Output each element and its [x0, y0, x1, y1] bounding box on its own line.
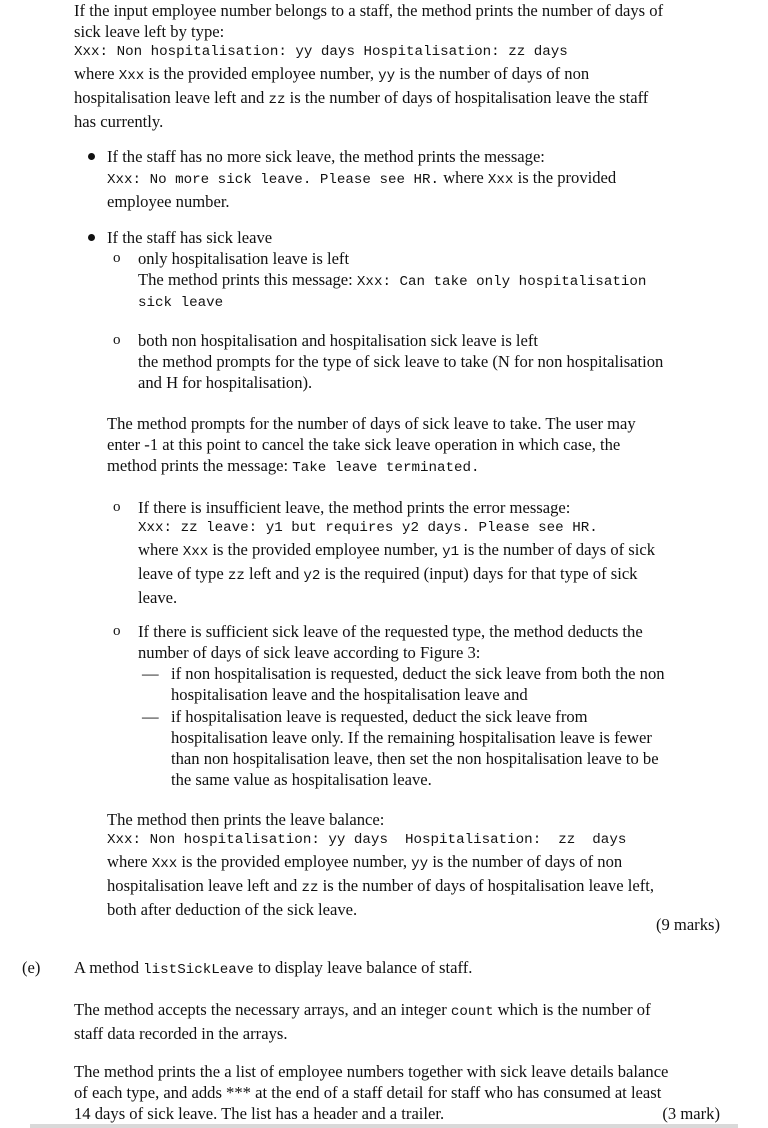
sub-bullet-line: only hospitalisation leave is left	[138, 249, 350, 268]
dash-icon: —	[142, 664, 159, 683]
sub-bullet-line: If there is sufficient sick leave of the requested type, the method deducts the	[138, 622, 643, 641]
sub-bullet-line: where Xxx is the provided employee number, y1 is the number of days of sick	[138, 540, 656, 560]
sub-bullet-line: the method prompts for the type of sick leave to take (N for non hospitalisation	[138, 352, 664, 371]
paragraph-line: The method then prints the leave balance:	[107, 810, 385, 829]
dash-icon: —	[142, 707, 159, 726]
paragraph-line: The method accepts the necessary arrays, and an integer count which is the number of	[74, 1000, 651, 1020]
bullet-no-sick-leave	[107, 146, 722, 212]
bullet-dot-icon	[88, 234, 95, 241]
error-message: Xxx: zz leave: y1 but requires y2 days. Please see HR.	[138, 520, 598, 536]
dash-line: than non hospitalisation leave, then set the non hospitalisation leave to be	[171, 749, 659, 768]
sub-bullet-only-hosp	[138, 248, 722, 314]
dash-line: hospitalisation leave only. If the remaining hospitalisation leave is fewer	[171, 728, 652, 747]
part-label: (e)	[22, 958, 41, 977]
sub-bullet-line: sick leave	[138, 295, 224, 311]
bullet-line: employee number.	[107, 192, 230, 211]
intro-paragraph	[74, 0, 722, 132]
bullet-line: If the staff has sick leave	[107, 228, 273, 247]
bullet-line: Xxx: No more sick leave. Please see HR. where Xxx is the provided	[107, 168, 617, 188]
paragraph-line: where Xxx is the provided employee number, yy is the number of days of non	[107, 852, 623, 872]
intro-line: If the input employee number belongs to a staff, the method prints the number of days of	[74, 1, 664, 20]
paragraph-line: of each type, and adds *** at the end of a staff detail for staff who has consumed at least	[74, 1083, 662, 1102]
bullet-dot-icon	[88, 153, 95, 160]
paragraph-line: The method prints the a list of employee numbers together with sick leave details balance	[74, 1062, 669, 1081]
sub-bullet-icon: o	[113, 623, 121, 639]
sub-bullet-line: If there is insufficient leave, the method prints the error message:	[138, 498, 571, 517]
sub-bullet-line: leave of type zz left and y2 is the required (input) days for that type of sick	[138, 564, 638, 584]
intro-line: where Xxx is the provided employee number, yy is the number of days of non	[74, 64, 590, 84]
dash-item-non-hosp	[171, 663, 722, 705]
paragraph-line: both after deduction of the sick leave.	[107, 900, 358, 919]
bullet-line: If the staff has no more sick leave, the method prints the message:	[107, 147, 545, 166]
sub-bullet-icon: o	[113, 332, 121, 348]
part-e-paragraph-1	[74, 999, 722, 1044]
paragraph-line: enter -1 at this point to cancel the take sick leave operation in which case, the	[107, 435, 621, 454]
intro-line: sick leave left by type:	[74, 22, 225, 41]
intro-format: Xxx: Non hospitalisation: yy days Hospitalisation: zz days	[74, 44, 568, 60]
part-e-paragraph-2	[74, 1061, 722, 1124]
sub-bullet-line: and H for hospitalisation).	[138, 373, 313, 392]
sub-bullet-line: leave.	[138, 588, 178, 607]
dash-line: the same value as hospitalisation leave.	[171, 770, 432, 789]
paragraph-line: hospitalisation leave left and zz is the number of days of hospitalisation leave left,	[107, 876, 654, 896]
marks-label: (9 marks)	[655, 915, 720, 934]
sub-bullet-icon: o	[113, 499, 121, 515]
bullet-has-sick-leave	[107, 227, 722, 248]
intro-line: hospitalisation leave left and zz is the number of days of hospitalisation leave the staff	[74, 88, 649, 108]
dash-line: if hospitalisation leave is requested, deduct the sick leave from	[171, 707, 588, 726]
sub-bullet-both-leave	[138, 330, 722, 393]
marks-label: (3 mark)	[662, 1104, 720, 1123]
dash-line: hospitalisation leave and the hospitalisation leave and	[171, 685, 528, 704]
paragraph-line: The method prompts for the number of days of sick leave to take. The user may	[107, 414, 636, 433]
sub-bullet-line: The method prints this message: Xxx: Can take only hospitalisation	[138, 270, 647, 290]
part-e-title: A method listSickLeave to display leave balance of staff.	[74, 958, 473, 978]
intro-line: has currently.	[74, 112, 164, 131]
prompt-paragraph	[107, 413, 722, 479]
sub-bullet-sufficient	[138, 621, 722, 663]
sub-bullet-icon: o	[113, 250, 121, 266]
paragraph-line: 14 days of sick leave. The list has a header and a trailer.	[74, 1104, 445, 1123]
balance-paragraph	[107, 809, 722, 920]
page-footer-strip	[30, 1124, 738, 1128]
sub-bullet-line: number of days of sick leave according to Figure 3:	[138, 643, 481, 662]
balance-format: Xxx: Non hospitalisation: yy days Hospitalisation: zz days	[107, 832, 627, 848]
sub-bullet-line: both non hospitalisation and hospitalisation sick leave is left	[138, 331, 539, 350]
dash-item-hosp	[171, 706, 722, 790]
paragraph-line: staff data recorded in the arrays.	[74, 1024, 288, 1043]
paragraph-line: method prints the message: Take leave terminated.	[107, 456, 480, 476]
dash-line: if non hospitalisation is requested, deduct the sick leave from both the non	[171, 664, 665, 683]
sub-bullet-insufficient	[138, 497, 722, 608]
